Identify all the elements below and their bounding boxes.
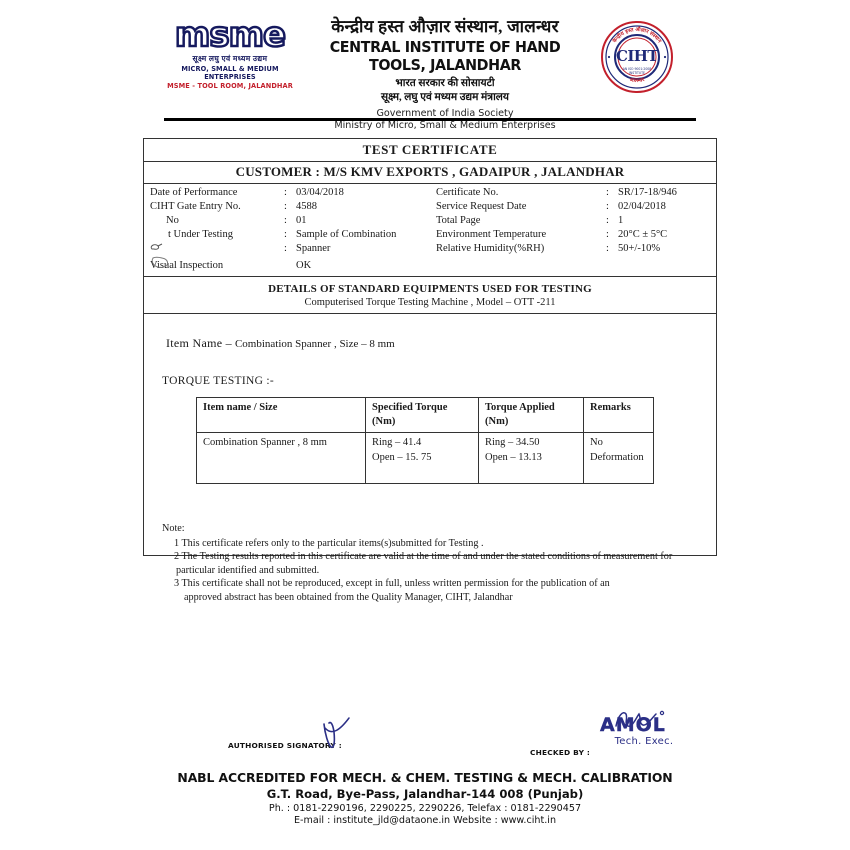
- checked-by-block: [530, 742, 590, 760]
- item-name-value: Combination Spanner , Size – 8 mm: [234, 338, 395, 350]
- note-item-continuation: particular identified and submitted.: [176, 564, 320, 576]
- authorised-signatory-label: AUTHORISED SIGNATORY :: [228, 741, 342, 750]
- checker-stamp: [600, 716, 688, 762]
- info-value-right: 20°C ± 5°C: [618, 229, 668, 240]
- column-header-specified-torque: Specified Torque (Nm): [366, 398, 479, 433]
- info-row: [144, 187, 716, 201]
- info-colon: :: [284, 201, 287, 212]
- msme-logo-mark: msme: [174, 15, 286, 55]
- info-colon: :: [284, 215, 287, 226]
- info-row: [144, 260, 716, 274]
- column-header-remarks: Remarks: [584, 398, 654, 433]
- government-line: Government of India Society: [376, 108, 514, 119]
- info-colon-right: :: [606, 215, 609, 226]
- info-value-right: 02/04/2018: [618, 201, 666, 212]
- note-item: 3 This certificate shall not be reproduced, except in full, unless written permission for the publication of an: [174, 578, 610, 590]
- table-row: [197, 433, 654, 484]
- header-divider-rule: [164, 118, 696, 121]
- info-label-right: Total Page: [436, 215, 481, 226]
- page-footer: [0, 770, 850, 826]
- info-label-right: Relative Humidity(%RH): [436, 243, 545, 254]
- info-value: OK: [296, 260, 312, 271]
- equipment-heading: DETAILS OF STANDARD EQUIPMENTS USED FOR TESTING: [268, 283, 592, 295]
- info-label: Date of Performance: [150, 187, 238, 198]
- checked-by-label: CHECKED BY :: [530, 748, 591, 757]
- info-label: CIHT Gate Entry No.: [150, 201, 241, 212]
- authorised-signature-mark: [318, 714, 358, 754]
- torque-testing-heading: TORQUE TESTING :-: [162, 375, 275, 387]
- customer-band: CUSTOMER : M/S KMV EXPORTS , GADAIPUR , JALANDHAR: [144, 162, 716, 184]
- test-body: [144, 336, 716, 604]
- info-value: 01: [296, 215, 307, 226]
- svg-text:CIHT: CIHT: [616, 47, 658, 65]
- item-name-line: [166, 336, 716, 351]
- institute-hindi-subtitle-1: भारत सरकार की सोसायटी: [395, 78, 495, 89]
- info-colon-right: :: [606, 187, 609, 198]
- svg-text:जालन्धर: जालन्धर: [629, 76, 646, 85]
- item-name-label: Item Name –: [166, 336, 232, 350]
- info-value-right: 50+/-10%: [618, 243, 661, 254]
- info-colon: :: [284, 229, 287, 240]
- standard-equipment-section: [144, 277, 716, 314]
- info-value: 03/04/2018: [296, 187, 344, 198]
- info-label: No: [166, 215, 179, 226]
- certificate-title-band: TEST CERTIFICATE: [144, 139, 716, 162]
- info-value: 4588: [296, 201, 317, 212]
- info-colon-right: :: [606, 229, 609, 240]
- notes-title: Note:: [162, 523, 185, 535]
- info-colon-right: :: [606, 201, 609, 212]
- footer-address: G.T. Road, Bye-Pass, Jalandhar-144 008 (Punjab): [266, 787, 584, 801]
- msme-logo: [162, 15, 298, 90]
- institute-hindi-title: केन्द्रीय हस्त औज़ार संस्थान, जालन्धर: [331, 17, 559, 36]
- torque-testing-table: [196, 397, 654, 484]
- institute-english-title: CENTRAL INSTITUTE OF HAND TOOLS, JALANDHAR: [329, 38, 561, 74]
- institute-titles: [300, 14, 590, 131]
- info-value-right: SR/17-18/946: [618, 187, 677, 198]
- ciht-seal-icon: [600, 20, 674, 94]
- checker-stamp-role: Tech. Exec.: [614, 736, 674, 747]
- notes-section: [162, 522, 716, 604]
- cell-item-name: Combination Spanner , 8 mm: [197, 433, 366, 484]
- info-label: Visual Inspection: [150, 260, 224, 271]
- info-row: [144, 229, 716, 243]
- institute-hindi-subtitle-2: सूक्ष्म, लघु एवं मध्यम उद्यम मंत्रालय: [380, 92, 509, 103]
- info-row: [144, 201, 716, 215]
- info-colon: :: [284, 187, 287, 198]
- note-item: 2 The Testing results reported in this certificate are valid at the time of and under the stated conditions of measurement for: [174, 551, 673, 563]
- cell-remarks: No Deformation: [584, 433, 654, 484]
- info-label: t Under Testing: [168, 229, 233, 240]
- cell-torque-applied: Ring – 34.50 Open – 13.13: [479, 433, 584, 484]
- info-label-right: Certificate No.: [436, 187, 499, 198]
- msme-logo-hindi-line: सूक्ष्म लघु एवं मध्यम उद्यम: [192, 54, 268, 63]
- msme-logo-toolroom-line: MSME - TOOL ROOM, JALANDHAR: [167, 82, 293, 90]
- footer-accreditation: NABL ACCREDITED FOR MECH. & CHEM. TESTING & MECH. CALIBRATION: [177, 770, 673, 785]
- info-value: Spanner: [296, 243, 331, 254]
- column-header-torque-applied: Torque Applied (Nm): [479, 398, 584, 433]
- info-value-right: 1: [618, 215, 624, 226]
- info-label-right: Environment Temperature: [436, 229, 547, 240]
- info-colon-right: :: [606, 243, 609, 254]
- certificate-info-grid: [144, 184, 716, 277]
- column-header-item-name: Item name / Size: [197, 398, 366, 433]
- ministry-line: Ministry of Micro, Small & Medium Enterprises: [334, 120, 556, 131]
- cell-specified-torque: Ring – 41.4 Open – 15. 75: [366, 433, 479, 484]
- info-colon: :: [284, 243, 287, 254]
- info-label-right: Service Request Date: [436, 201, 527, 212]
- info-row: [144, 243, 716, 257]
- letterhead: [0, 0, 850, 131]
- table-header-row: [197, 398, 654, 433]
- svg-text:AN ISO 9001:2008: AN ISO 9001:2008: [622, 67, 652, 71]
- svg-text:केन्द्रीय हस्त औज़ार संस्थान: केन्द्रीय हस्त औज़ार संस्थान: [611, 26, 663, 45]
- msme-logo-english-line: MICRO, SMALL & MEDIUM ENTERPRISES: [181, 65, 279, 81]
- info-row: [144, 215, 716, 229]
- certificate-frame: [143, 138, 717, 603]
- note-item: 1 This certificate refers only to the particular items(s)submitted for Testing .: [174, 537, 484, 549]
- svg-text:INSTITUTE: INSTITUTE: [629, 71, 645, 75]
- info-value: Sample of Combination: [296, 229, 397, 240]
- equipment-detail: Computerised Torque Testing Machine , Model – OTT -211: [304, 297, 556, 308]
- footer-phone: Ph. : 0181-2290196, 2290225, 2290226, Telefax : 0181-2290457: [268, 803, 582, 814]
- note-item-continuation: approved abstract has been obtained from the Quality Manager, CIHT, Jalandhar: [184, 591, 513, 603]
- footer-email-website: E-mail : institute_jld@dataone.in Website : www.ciht.in: [293, 815, 557, 826]
- checker-stamp-name: AMOL: [600, 714, 666, 736]
